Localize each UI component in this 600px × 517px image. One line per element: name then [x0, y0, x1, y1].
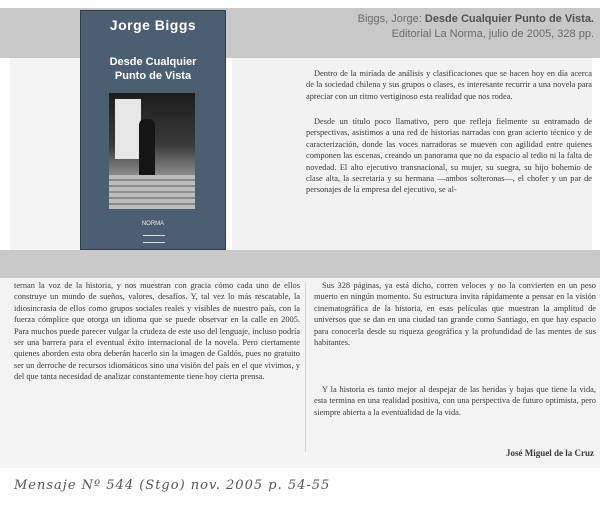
- cover-photo-man-on-stairs: [109, 93, 195, 209]
- book-reference: [336, 12, 594, 42]
- middle-band: [0, 250, 600, 278]
- article-signature: José Miguel de la Cruz: [506, 448, 594, 458]
- reference-details: Editorial La Norma, julio de 2005, 328 pp.: [391, 28, 594, 40]
- publisher-logo-icon: [143, 235, 165, 243]
- photo-figure: [139, 119, 155, 181]
- cover-title-line2: Punto de Vista: [114, 70, 192, 82]
- book-cover: [80, 10, 226, 250]
- photo-doorway: [115, 99, 141, 159]
- paragraph-text: Desde un título poco llamativo, pero que refleja fielmente su entramado de perspectivas, asistimos a una red de historias narradas con gran acierto técnico y de caracterización, donde las voces narradoras se mueven con agilidad entre quienes componen las escenas, creando un panorama que no da espacio al tedio ni la falta de novedad. El alto ejecutivo transnacional, su mujer, su suegra, su hijo bohemio de clase alta, la secretaria y su hermana —ambos solteronas—, el chofer y un par de personajes de la empresa del ejecutivo, se al-: [306, 117, 592, 195]
- cover-title-line1: Desde Cualquier: [109, 56, 197, 68]
- left-margin-panel: [10, 58, 80, 250]
- paragraph-text: ternan la voz de la historia, y nos muestran con gracia cómo cada uno de ellos construye un mundo de sueños, valores, desafíos. Y, tal vez lo más rescatable, la idiosincrasia de ellos como grupos sociales reales y visibles de nuestro país, con la fuerza cómplice que otorga un idioma que se puede observar en la calle en 2005. Para muchos puede parecer vulgar la crudeza de este uso del lenguaje, incluso podría ser una barrera para el eventual éxito internacional de la novela. Pero ciertamente quienes aborden esta obra deberán hacerlo sin la imagen de Galdós, pues no gratuito ser un derroche de recursos idiomáticos sino una visión del país en el que vivimos, y del que tanta necesidad de analizar constantemente tiene hoy cierta prensa.: [14, 281, 300, 382]
- article-paragraph-1: [306, 68, 592, 102]
- reference-author: Biggs, Jorge:: [357, 13, 422, 25]
- cover-title: [81, 55, 225, 83]
- handwritten-note: Mensaje Nº 544 (Stgo) nov. 2005 p. 54-55: [14, 478, 331, 493]
- cover-publisher: NORMA: [141, 221, 165, 227]
- paragraph-text: Y la historia es tanto mejor al despejar de las heridas y bajas que tiene la vida, esta termina en una realidad positiva, con una perspectiva de futuro optimista, pero siempre abierta a la eventualidad de la vida.: [314, 385, 596, 417]
- paragraph-text: Sus 328 páginas, ya está dicho, corren veloces y no la convierten en un peso muerto en ningún momento. Su estructura invita rápidamente a pensar en la visión cinematográfica de la historia, en esas películas que muestran la amplitud de universos que se dan en una ciudad tan grande como Santiago, en que hay espacio para conocerla desde su riqueza geográfica y la profundidad de las mentes de sus habitantes.: [314, 281, 596, 348]
- article-paragraph-2: [306, 116, 592, 196]
- article-paragraph-4: [314, 280, 596, 348]
- photo-steps: [109, 175, 195, 209]
- paragraph-text: Dentro de la miríada de análisis y clasificaciones que se hacen hoy en día acerca de la sociedad chilena y sus grupos o clases, es interesante recurrir a una novela para apreciar con un ritmo vertiginoso esta realidad que nos rodea.: [306, 69, 592, 101]
- article-paragraph-5: [314, 384, 596, 418]
- article-paragraph-3: [14, 280, 300, 383]
- reference-title: Desde Cualquier Punto de Vista.: [424, 13, 594, 25]
- cover-author: Jorge Biggs: [109, 17, 197, 33]
- column-divider: [305, 282, 306, 452]
